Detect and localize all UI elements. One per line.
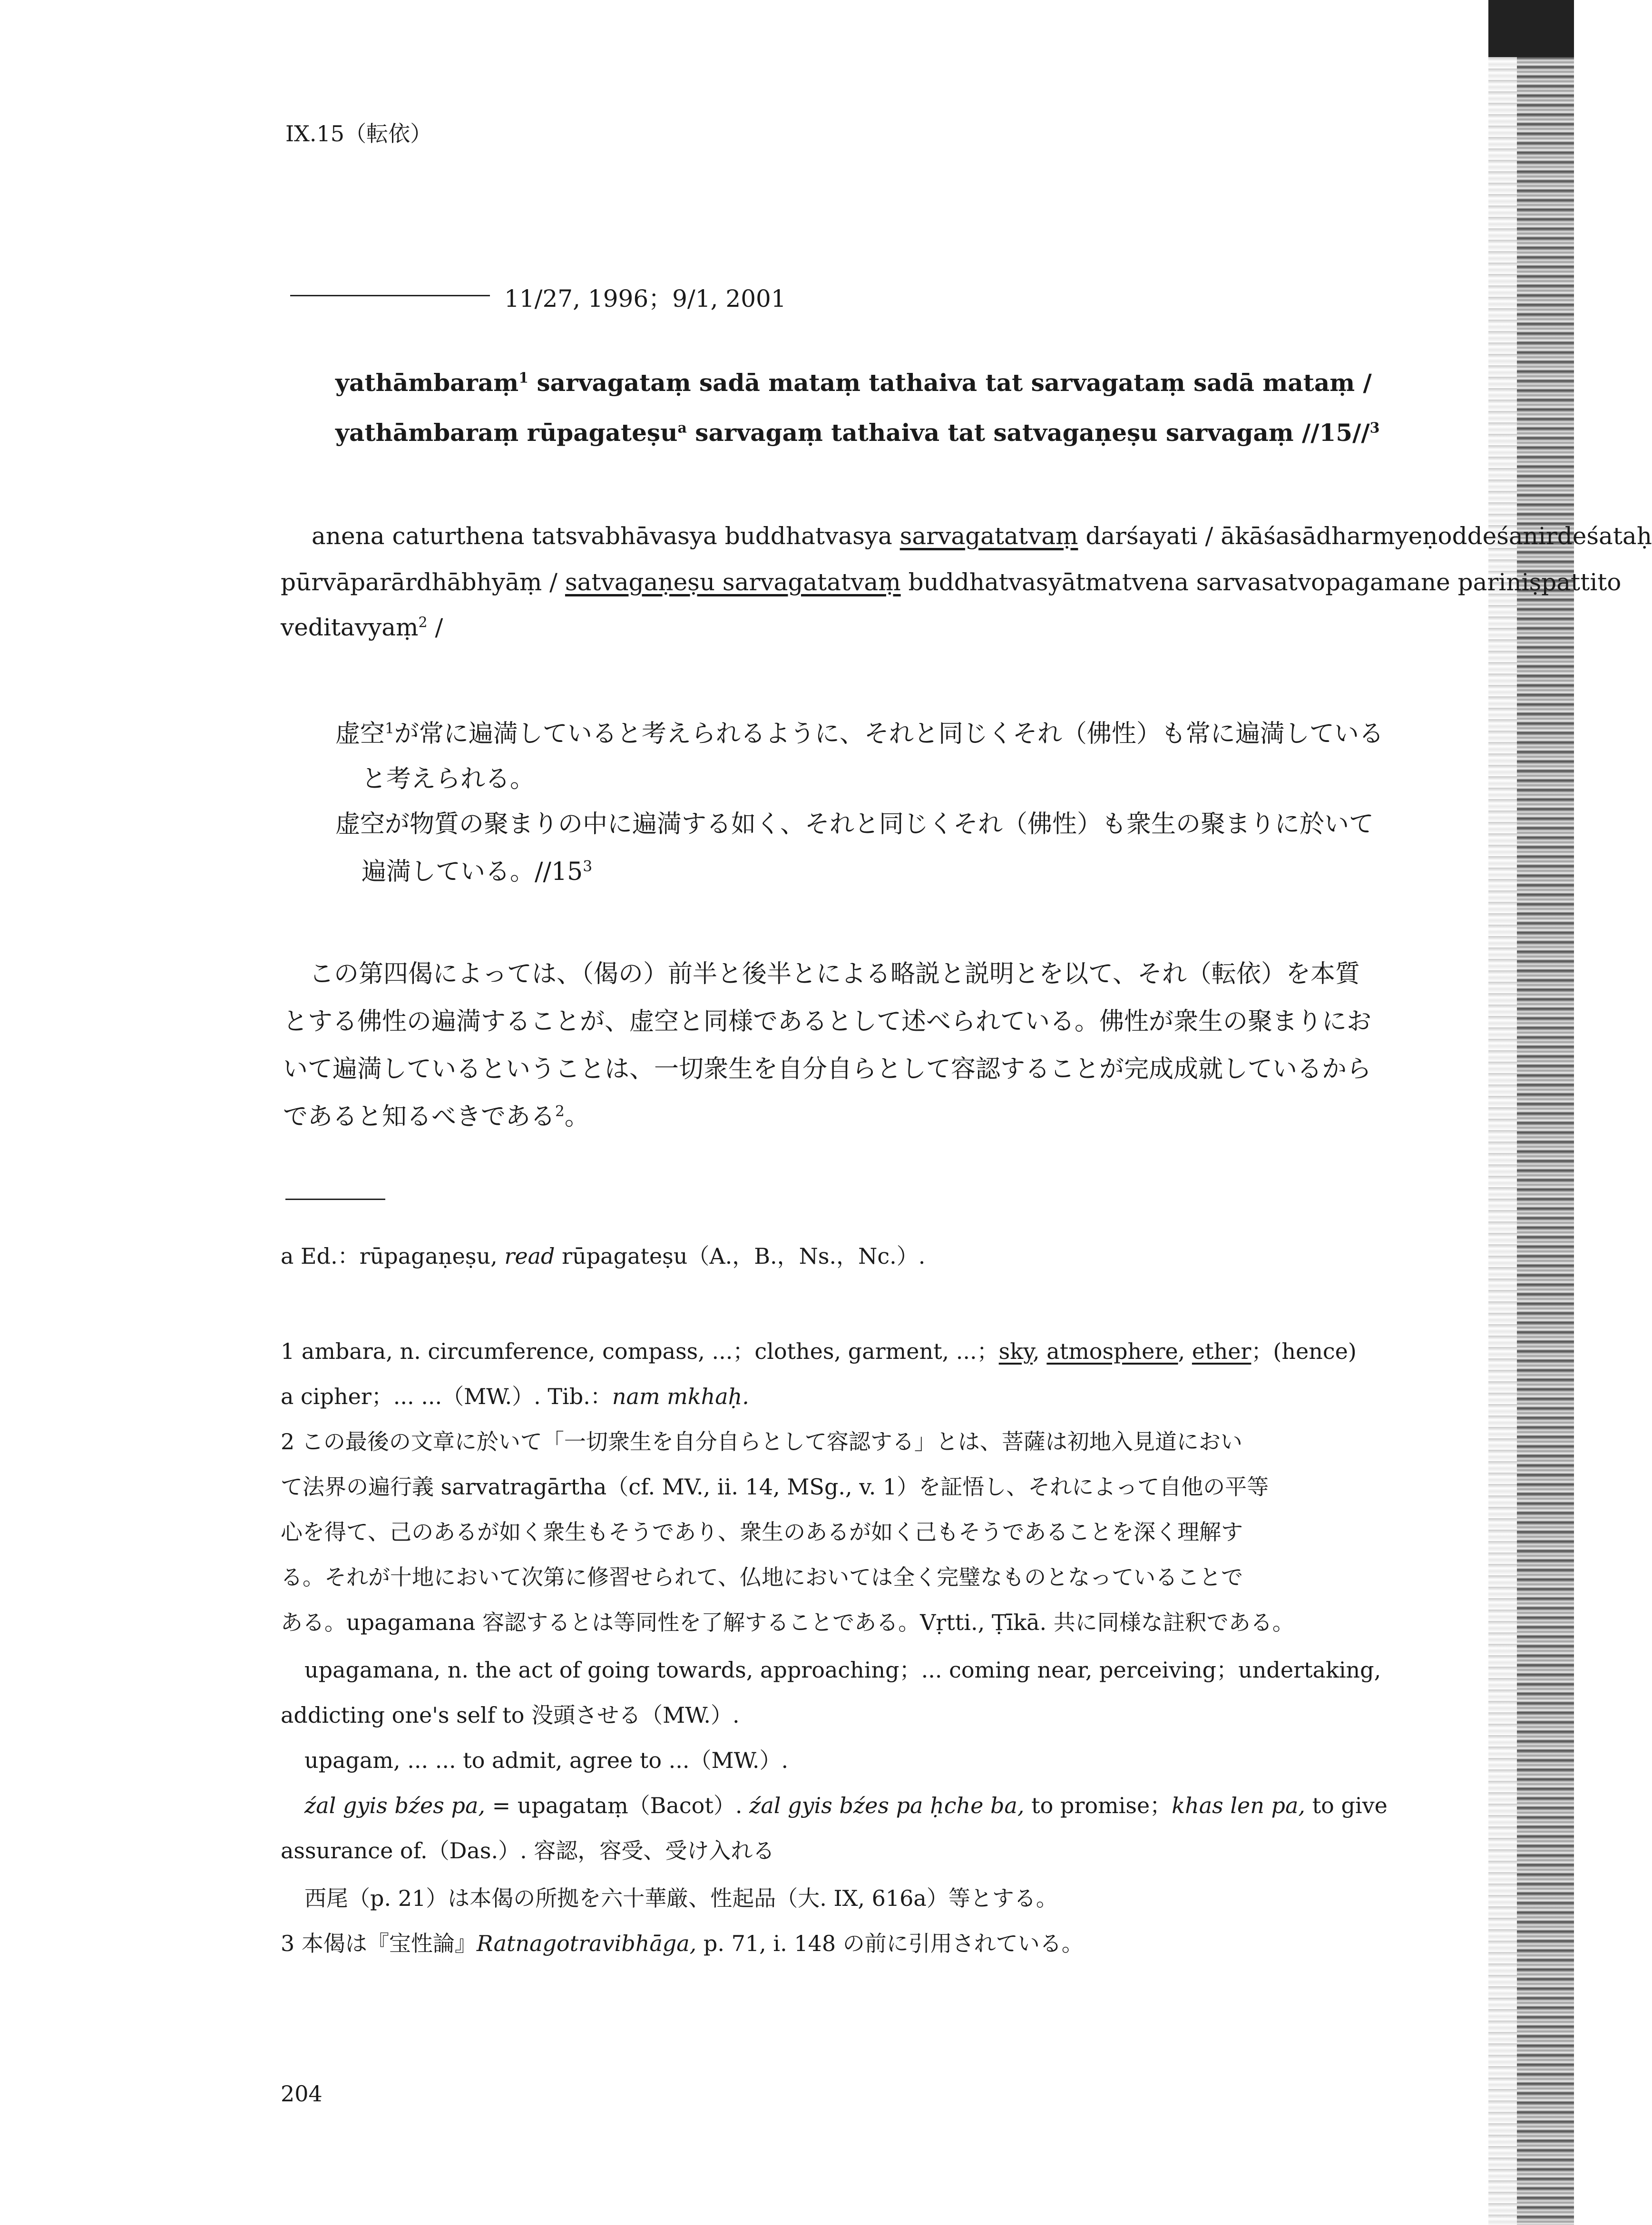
explanation-line-4: であると知るべきである$^2$。 xyxy=(283,1103,589,1131)
translation-line-2: と考えられる。 xyxy=(362,765,535,793)
note-2-line-6: upagamana, n. the act of going towards, approaching；... coming near, perceiving；undertaking, xyxy=(304,1657,1381,1683)
note-2-line-8: upagam, ... ... to admit, agree to ...（MW.）. xyxy=(304,1747,789,1773)
note-2-line-5: ある。upagamana 容認するとは等同性を了解することである。Vṛtti., Ṭīkā. 共に同様な註釈である。 xyxy=(281,1610,1294,1635)
note-2-line-3: 心を得て、己のあるが如く衆生もそうであり、衆生のあるが如く己もそうであることを深く理解す xyxy=(281,1519,1243,1545)
commentary-line-2: pūrvāparārdhābhyāṃ / satvagaṇeṣu sarvagatatvaṃ buddhatvasyātmatvena sarvasatvopagamane pariniṣpattito xyxy=(281,568,1622,596)
explanation-line-1: この第四偈によっては、（偈の）前半と後半とによる略説と説明とを以て、それ（転依）を本質 xyxy=(309,960,1360,988)
scan-corner xyxy=(1488,0,1574,57)
translation-line-4: 遍満している。$//15^3$ xyxy=(362,858,593,886)
date-line: 11/27, 1996；9/1, 2001 xyxy=(504,285,786,312)
note-1-line-1: 1 ambara, n. circumference, compass, ...；clothes, garment, ...；sky, atmosphere, ether；(hence) xyxy=(281,1338,1357,1364)
note-2-line-7: addicting one's self to 没頭させる（MW.）. xyxy=(281,1702,740,1728)
scan-edge xyxy=(1517,0,1574,2225)
scan-edge-inner xyxy=(1488,0,1517,2225)
note-2-line-2: て法界の遍行義 sarvatragārtha（cf. MV., ii. 14, MSg., v. 1）を証悟し、それによって自他の平等 xyxy=(281,1474,1269,1500)
commentary-line-1: anena caturthena tatsvabhāvasya buddhatvasya sarvagatatvaṃ darśayati / ākāśasādharmyeṇoddeśanirdeśataḥ xyxy=(312,522,1652,550)
note-2-line-1: 2 この最後の文章に於いて「一切衆生を自分自らとして容認する」とは、菩薩は初地入見道におい xyxy=(281,1429,1242,1454)
note-2-line-9: źal gyis bźes pa, = upagataṃ（Bacot）. źal gyis bźes pa ḥche ba, to promise；khas len pa, to give xyxy=(304,1793,1388,1818)
note-3: 3 本偈は『宝性論』Ratnagotravibhāga, p. 71, i. 148 の前に引用されている。 xyxy=(281,1931,1084,1956)
explanation-line-2: とする佛性の遍満することが、虚空と同様であるとして述べられている。佛性が衆生の聚まりにお xyxy=(283,1007,1372,1036)
note-2-line-4: る。それが十地において次第に修習せられて、仏地においては全く完璧なものとなっていることで xyxy=(281,1564,1243,1590)
page-number: 204 xyxy=(281,2081,323,2107)
section-header: IX.15（転依） xyxy=(285,121,432,146)
note-1-line-2: a cipher；... ...（MW.）. Tib.：nam mkhaḥ. xyxy=(281,1384,749,1409)
footnote-rule xyxy=(285,1199,385,1200)
note-2-line-10: assurance of.（Das.）. 容認，容受、受け入れる xyxy=(281,1838,775,1864)
verse-line-2: yathāmbaraṃ rūpagateṣu$^a$ sarvagaṃ tathaiva tat satvagaṇeṣu sarvagaṃ //15//$^3$ xyxy=(335,419,1380,447)
verse-line-1: yathāmbaraṃ$^1$ sarvagataṃ sadā mataṃ tathaiva tat sarvagataṃ sadā mataṃ / xyxy=(335,369,1372,397)
translation-line-3: 虚空が物質の聚まりの中に遍満する如く、それと同じくそれ（佛性）も衆生の聚まりに於いて xyxy=(335,810,1374,839)
date-rule xyxy=(290,295,490,296)
commentary-line-3: veditavyaṃ$^2$ / xyxy=(281,614,443,641)
note-a: a Ed.：rūpagaṇeṣu, read rūpagateṣu（A.，B.，Ns.，Nc.）. xyxy=(281,1243,926,1269)
note-2-line-11: 西尾（p. 21）は本偈の所拠を六十華厳、性起品（大. IX, 616a）等とする。 xyxy=(304,1885,1058,1911)
translation-line-1: 虚空$^1$が常に遍満していると考えられるように、それと同じくそれ（佛性）も常に遍満している xyxy=(335,720,1384,748)
explanation-line-3: いて遍満しているということは、一切衆生を自分自らとして容認することが完成成就しているから xyxy=(283,1055,1372,1083)
